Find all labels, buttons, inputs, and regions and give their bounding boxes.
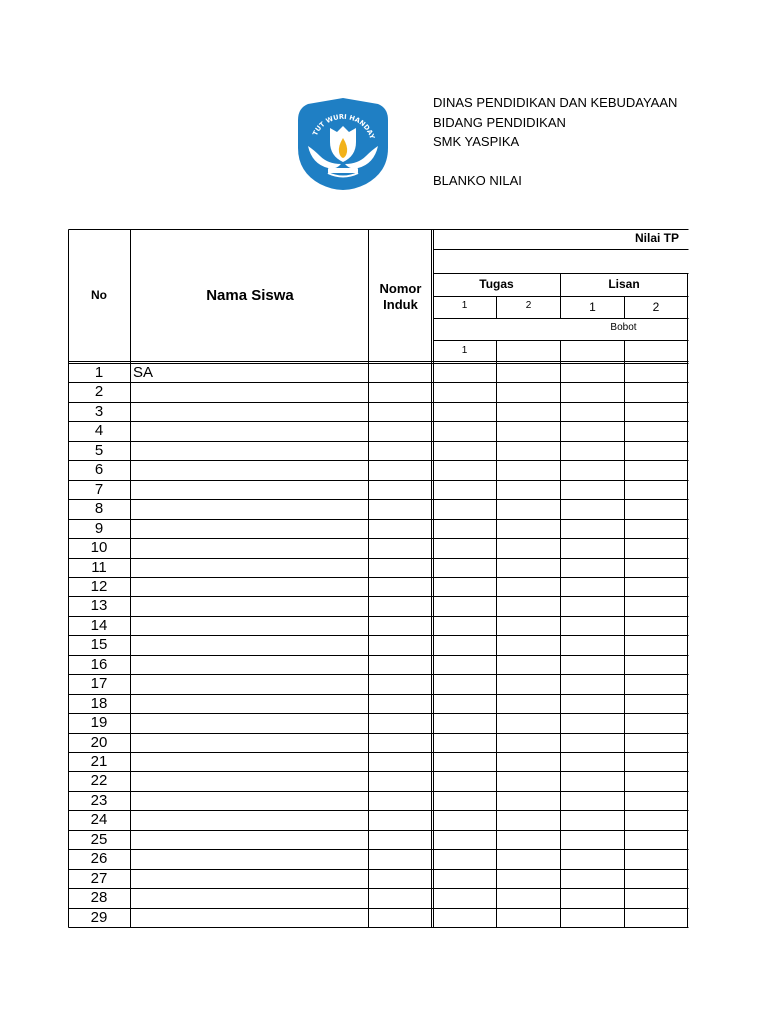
subheader-lisan-2: 2	[652, 300, 660, 314]
subheader-lisan-1: 1	[589, 300, 596, 314]
row-number: 9	[94, 519, 104, 537]
row-number: 5	[94, 441, 104, 459]
row-number: 26	[90, 850, 108, 868]
row-number: 16	[90, 655, 108, 673]
header-line-division: BIDANG PENDIDIKAN	[433, 114, 566, 130]
row-number: 27	[90, 869, 108, 887]
subheader-bobot: Bobot	[610, 322, 637, 333]
row-number: 1	[94, 364, 104, 381]
row-number: 3	[94, 402, 104, 420]
row-number: 24	[90, 811, 108, 829]
document-title: BLANKO NILAI	[433, 172, 522, 188]
subheader-bobot-1: 1	[461, 345, 468, 356]
column-header-nomor: Nomor	[379, 281, 422, 296]
row-number: 6	[94, 461, 104, 479]
column-header-nama-siswa: Nama Siswa	[206, 287, 294, 304]
row-number: 7	[94, 480, 104, 498]
header-line-school: SMK YASPIKA	[433, 134, 520, 150]
header-line-agency: DINAS PENDIDIKAN DAN KEBUDAYAAN	[433, 95, 678, 110]
student-name: SA	[133, 364, 154, 381]
row-number: 28	[90, 889, 108, 907]
row-number: 29	[90, 908, 108, 926]
row-number: 20	[90, 733, 108, 751]
row-number: 8	[94, 500, 104, 518]
subheader-tugas: Tugas	[479, 277, 514, 291]
row-number: 23	[90, 791, 108, 809]
row-number: 10	[90, 539, 108, 557]
row-number: 13	[90, 597, 108, 615]
row-number: 11	[91, 558, 107, 576]
row-number: 22	[90, 772, 108, 790]
row-number: 19	[90, 714, 108, 732]
subheader-tugas-1: 1	[461, 300, 468, 311]
subheader-tugas-2: 2	[525, 300, 532, 311]
group-header-nilai-tp: Nilai TP	[634, 231, 679, 245]
row-number: 2	[94, 383, 104, 401]
row-number: 14	[90, 616, 108, 634]
column-header-no: No	[91, 288, 107, 302]
row-number: 4	[94, 422, 104, 440]
row-number: 12	[90, 577, 108, 595]
svg-text:TUT WURI HANDAYANI: TUT WURI HANDAY	[311, 112, 376, 140]
row-number: 18	[90, 694, 108, 712]
row-number: 21	[90, 753, 108, 770]
row-number: 17	[90, 675, 108, 693]
row-number: 15	[90, 636, 108, 654]
subheader-lisan: Lisan	[608, 277, 640, 291]
column-header-induk: Induk	[383, 297, 418, 312]
row-number: 25	[90, 830, 108, 848]
